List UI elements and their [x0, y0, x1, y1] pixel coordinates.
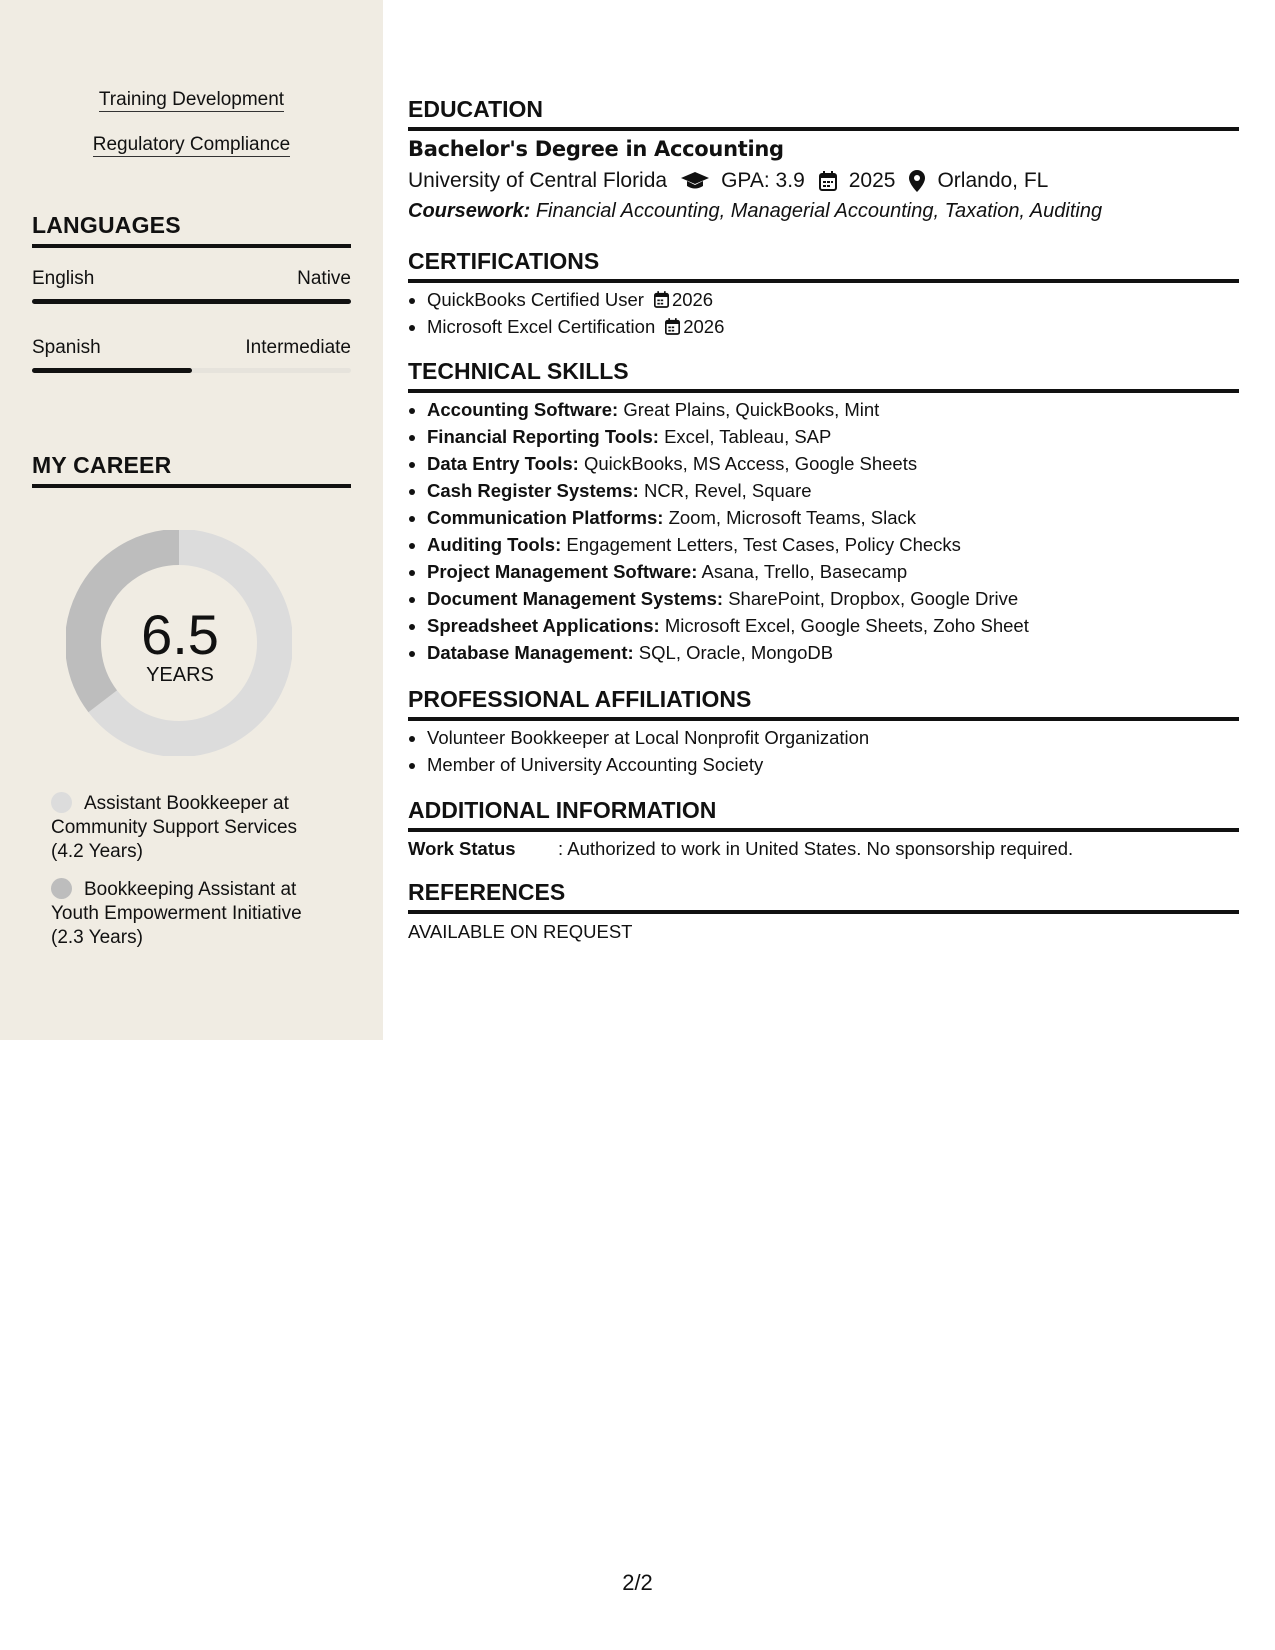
- career-total-years: 6.5: [141, 603, 219, 666]
- career-item: [51, 792, 321, 864]
- skill-values: Engagement Letters, Test Cases, Policy Checks: [566, 534, 961, 555]
- language-row-english: [32, 268, 351, 290]
- skill-category: Cash Register Systems:: [427, 480, 639, 501]
- skill-category: Document Management Systems:: [427, 588, 724, 609]
- language-bar-spanish: [32, 368, 351, 373]
- language-level: Native: [297, 268, 351, 289]
- skill-category: Communication Platforms:: [427, 507, 664, 528]
- school-name: University of Central Florida: [408, 169, 668, 192]
- list-item: [427, 313, 724, 340]
- list-item: [427, 286, 724, 313]
- list-item: [427, 639, 1029, 666]
- skill-category: Accounting Software:: [427, 399, 619, 420]
- certifications-heading: CERTIFICATIONS: [408, 248, 1239, 283]
- sidebar: [0, 0, 383, 1040]
- education-location: Orlando, FL: [937, 169, 1049, 192]
- skill-values: Excel, Tableau, SAP: [664, 426, 832, 447]
- skill-category: Financial Reporting Tools:: [427, 426, 659, 447]
- graduation-year: 2025: [848, 169, 896, 192]
- list-item: [427, 504, 1029, 531]
- certification-name: Microsoft Excel Certification: [427, 316, 656, 337]
- references-text: AVAILABLE ON REQUEST: [408, 921, 633, 942]
- language-level: Intermediate: [245, 337, 351, 358]
- language-name: Spanish: [32, 337, 101, 358]
- calendar-icon: [665, 318, 680, 335]
- career-org: Community Support Services: [51, 817, 298, 838]
- career-org: Youth Empowerment Initiative: [51, 903, 302, 924]
- coursework-label: Coursework:: [408, 200, 531, 222]
- references-heading: REFERENCES: [408, 879, 1239, 914]
- education-meta: [408, 169, 1048, 193]
- additional-info-heading: ADDITIONAL INFORMATION: [408, 797, 1239, 832]
- skill-values: Asana, Trello, Basecamp: [701, 561, 908, 582]
- gpa: GPA: 3.9: [721, 169, 805, 192]
- work-status-row: [408, 838, 1073, 860]
- list-item: [427, 396, 1029, 423]
- skill-category: Auditing Tools:: [427, 534, 562, 555]
- list-item: [427, 423, 1029, 450]
- calendar-icon: [819, 171, 837, 191]
- skill-category: Data Entry Tools:: [427, 453, 579, 474]
- career-legend-dot: [51, 878, 72, 899]
- certification-year: 2026: [683, 316, 725, 337]
- career-item: [51, 878, 321, 950]
- languages-heading: LANGUAGES: [32, 212, 351, 248]
- list-item: [427, 558, 1029, 585]
- skill-category: Spreadsheet Applications:: [427, 615, 660, 636]
- skill-category: Project Management Software:: [427, 561, 698, 582]
- coursework-list: Financial Accounting, Managerial Accounting, Taxation, Auditing: [535, 200, 1103, 222]
- map-pin-icon: [909, 170, 925, 192]
- list-item: [427, 585, 1029, 612]
- list-item: [427, 531, 1029, 558]
- language-bar-fill: [32, 299, 351, 304]
- skill-values: SharePoint, Dropbox, Google Drive: [728, 588, 1019, 609]
- career-total-unit: YEARS: [146, 664, 214, 686]
- skill-values: SQL, Oracle, MongoDB: [638, 642, 834, 663]
- affiliations-heading: PROFESSIONAL AFFILIATIONS: [408, 686, 1239, 721]
- list-item: [427, 450, 1029, 477]
- career-heading: MY CAREER: [32, 452, 351, 488]
- work-status-label: Work Status: [408, 838, 516, 859]
- language-bar-fill: [32, 368, 192, 373]
- skill-values: Microsoft Excel, Google Sheets, Zoho Sheet: [664, 615, 1029, 636]
- skill-item-training-development: [0, 88, 383, 112]
- technical-skills-list: [408, 396, 1029, 666]
- skill-values: Great Plains, QuickBooks, Mint: [623, 399, 880, 420]
- graduation-cap-icon: [681, 172, 709, 190]
- affiliations-list: [408, 724, 869, 778]
- skill-values: QuickBooks, MS Access, Google Sheets: [583, 453, 918, 474]
- certifications-list: [408, 286, 724, 340]
- career-duration: (4.2 Years): [51, 841, 143, 862]
- certification-year: 2026: [671, 289, 714, 310]
- skill-category: Database Management:: [427, 642, 634, 663]
- career-role: Bookkeeping Assistant at: [84, 879, 297, 900]
- technical-skills-heading: TECHNICAL SKILLS: [408, 358, 1239, 393]
- degree-title: Bachelor's Degree in Accounting: [408, 137, 784, 161]
- skill-values: Zoom, Microsoft Teams, Slack: [668, 507, 916, 528]
- calendar-icon: [654, 291, 669, 308]
- career-role: Assistant Bookkeeper at: [84, 793, 289, 814]
- career-duration: (2.3 Years): [51, 927, 143, 948]
- career-legend-dot: [51, 792, 72, 813]
- list-item: • Volunteer Bookkeeper at Local Nonprofit Organization: [427, 724, 869, 751]
- certification-name: QuickBooks Certified User: [427, 289, 644, 310]
- education-heading: EDUCATION: [408, 96, 1239, 131]
- language-row-spanish: [32, 337, 351, 359]
- skill-item-regulatory-compliance: [0, 133, 383, 157]
- list-item: [427, 612, 1029, 639]
- skill-values: NCR, Revel, Square: [643, 480, 812, 501]
- work-status-value: : Authorized to work in United States. No sponsorship required.: [558, 838, 1074, 859]
- page-number: 2/2: [622, 1570, 653, 1595]
- skill-label: Regulatory Compliance: [92, 134, 291, 155]
- list-item: • Member of University Accounting Society: [427, 751, 869, 778]
- language-name: English: [32, 268, 95, 289]
- list-item: [427, 477, 1029, 504]
- coursework: [408, 200, 1102, 223]
- language-bar-english: [32, 299, 351, 304]
- skill-label: Training Development: [98, 89, 285, 110]
